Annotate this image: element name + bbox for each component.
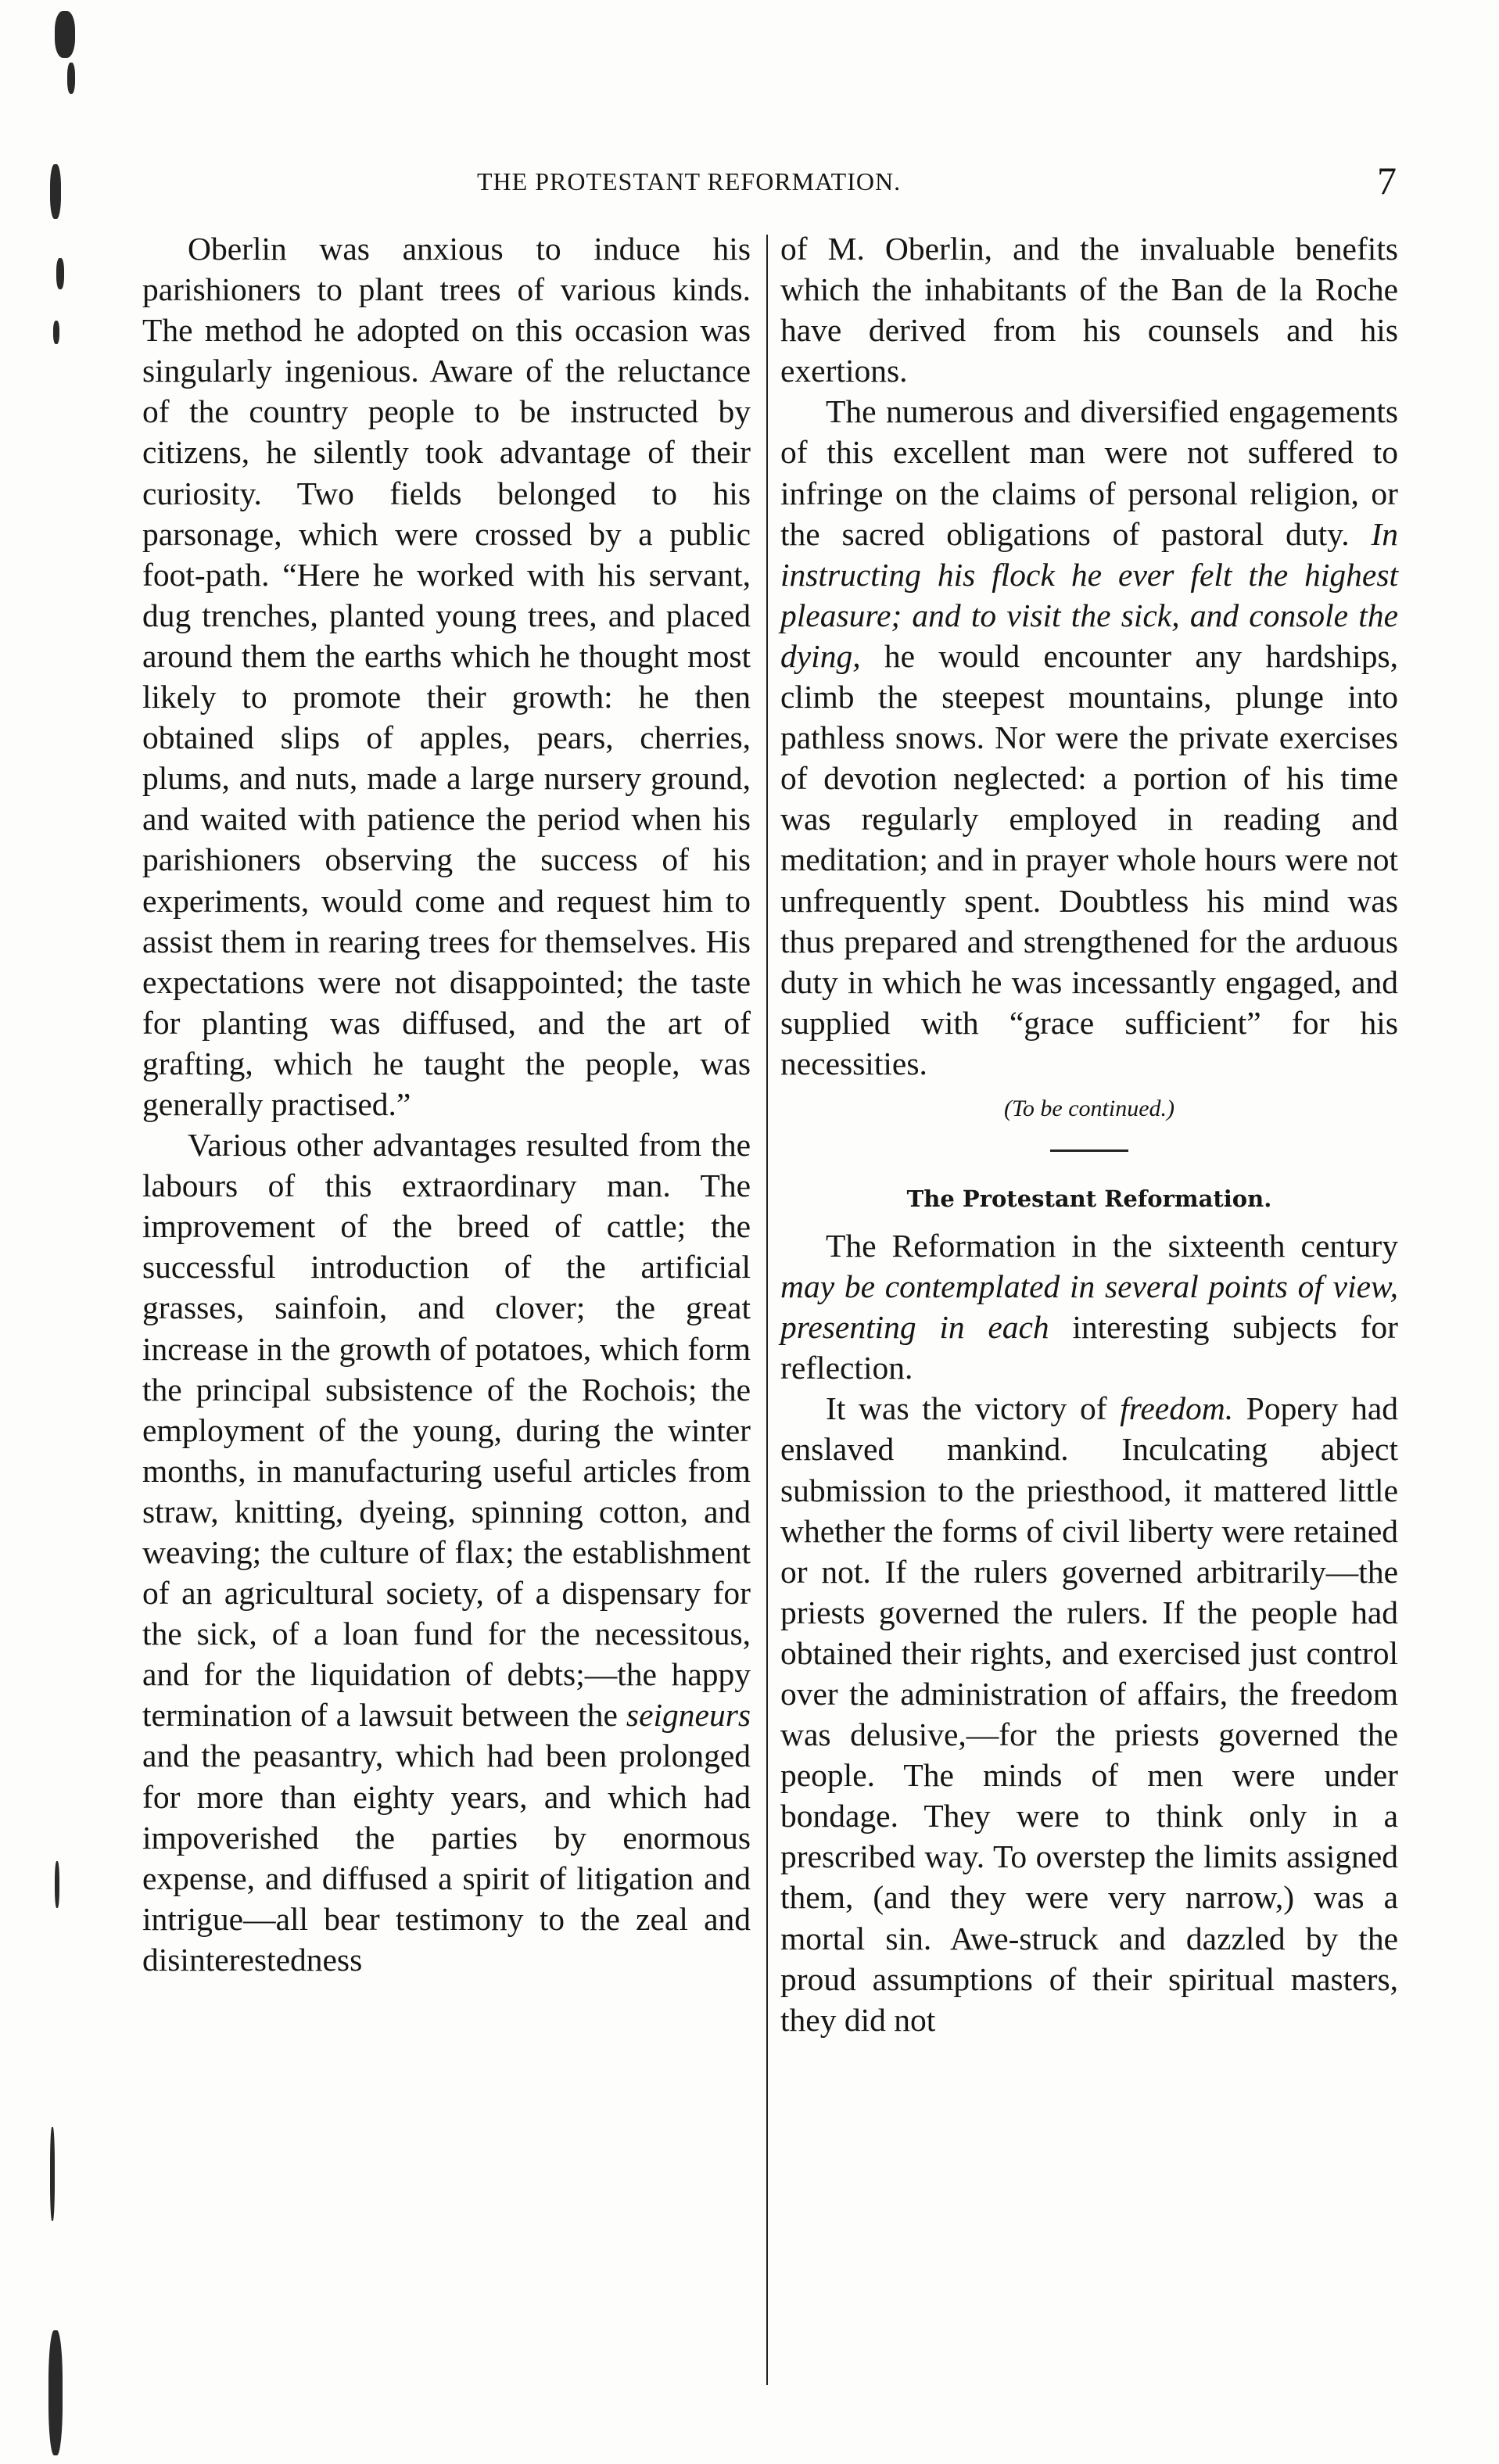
running-title: THE PROTESTANT REFORMATION.: [477, 167, 902, 195]
left-column: [142, 228, 751, 1980]
paragraph: The numerous and diversified engagements of this excellent man were not suffered to infringe on the claims of personal religion, or the sacred obligations of pastoral duty. In instructing his flock he ever felt the highest pleasure; and to visit the sick, and console the dying, he would encounter any hardships, climb the steepest mountains, plunge into pathless snows. Nor were the private exercises of devotion neglected: a portion of his time was regularly employed in reading and meditation; and in prayer whole hours were not unfrequently spent. Doubtless his mind was thus prepared and strengthened for the arduous duty in which he was incessantly engaged, and supplied with “grace sufficient” for his necessities.: [780, 393, 1398, 1081]
page-header: [138, 159, 1397, 210]
right-column: [780, 228, 1398, 2040]
section-rule: [1050, 1150, 1128, 1152]
page-number: 7: [1377, 159, 1397, 203]
paragraph: of M. Oberlin, and the invaluable benefits which the inhabitants of the Ban de la Roche have derived from his counsels and his exertions.: [780, 231, 1398, 389]
column-divider: [766, 235, 768, 2385]
scan-edge-artifacts: [0, 0, 117, 2464]
paragraph: It was the victory of freedom. Popery had enslaved mankind. Inculcating abject submission to the priesthood, it mattered little whether the forms of civil liberty were retained or not. If the rulers governed arbitrarily—the priests governed the rulers. If the people had obtained their rights, and exercised just control over the administration of affairs, the freedom was delusive,—for the priests governed the people. The minds of men were under bondage. They were to think only in a prescribed way. To overstep the limits assigned them, (and they were very narrow,) was a mortal sin. Awe-struck and dazzled by the proud assumptions of their spiritual masters, they did not: [780, 1390, 1398, 2038]
paragraph: The Reformation in the sixteenth century may be contemplated in several points of view, presenting in each interesting subjects for reflection.: [780, 1227, 1398, 1386]
to-be-continued-note: (To be continued.): [1003, 1095, 1175, 1121]
paragraph: Oberlin was anxious to induce his parishioners to plant trees of various kinds. The method he adopted on this occasion was singularly ingenious. Aware of the reluctance of the country people to be instructed by citizens, he silently took advantage of their curiosity. Two fields belonged to his parsonage, which were crossed by a public foot-path. “Here he worked with his servant, dug trenches, planted young trees, and placed around them the earths which he thought most likely to promote their growth: he then obtained slips of apples, pears, cherries, plums, and nuts, made a large nursery ground, and waited with patience the period when his parishioners observing the success of his experiments, would come and request him to assist them in rearing trees for themselves. His expectations were not disappointed; the taste for planting was diffused, and the art of grafting, which he taught the people, was generally practised.”: [142, 231, 751, 1122]
section-heading: The Protestant Reformation.: [906, 1185, 1272, 1212]
paragraph: Various other advantages resulted from the labours of this extraordinary man. The improvement of the breed of cattle; the successful introduction of the artificial grasses, sainfoin, and clover; the great increase in the growth of potatoes, which form the principal subsistence of the Rochois; the employment of the young, during the winter months, in manufacturing useful articles from straw, knitting, dyeing, spinning cotton, and weaving; the culture of flax; the establishment of an agricultural society, of a dispensary for the sick, of a loan fund for the necessitous, and for the liquidation of debts;—the happy termination of a lawsuit between the seigneurs and the peasantry, which had been prolonged for more than eighty years, and which had impoverished the parties by enormous expense, and diffused a spirit of litigation and intrigue—all bear testimony to the zeal and disinterestedness: [142, 1127, 751, 1978]
